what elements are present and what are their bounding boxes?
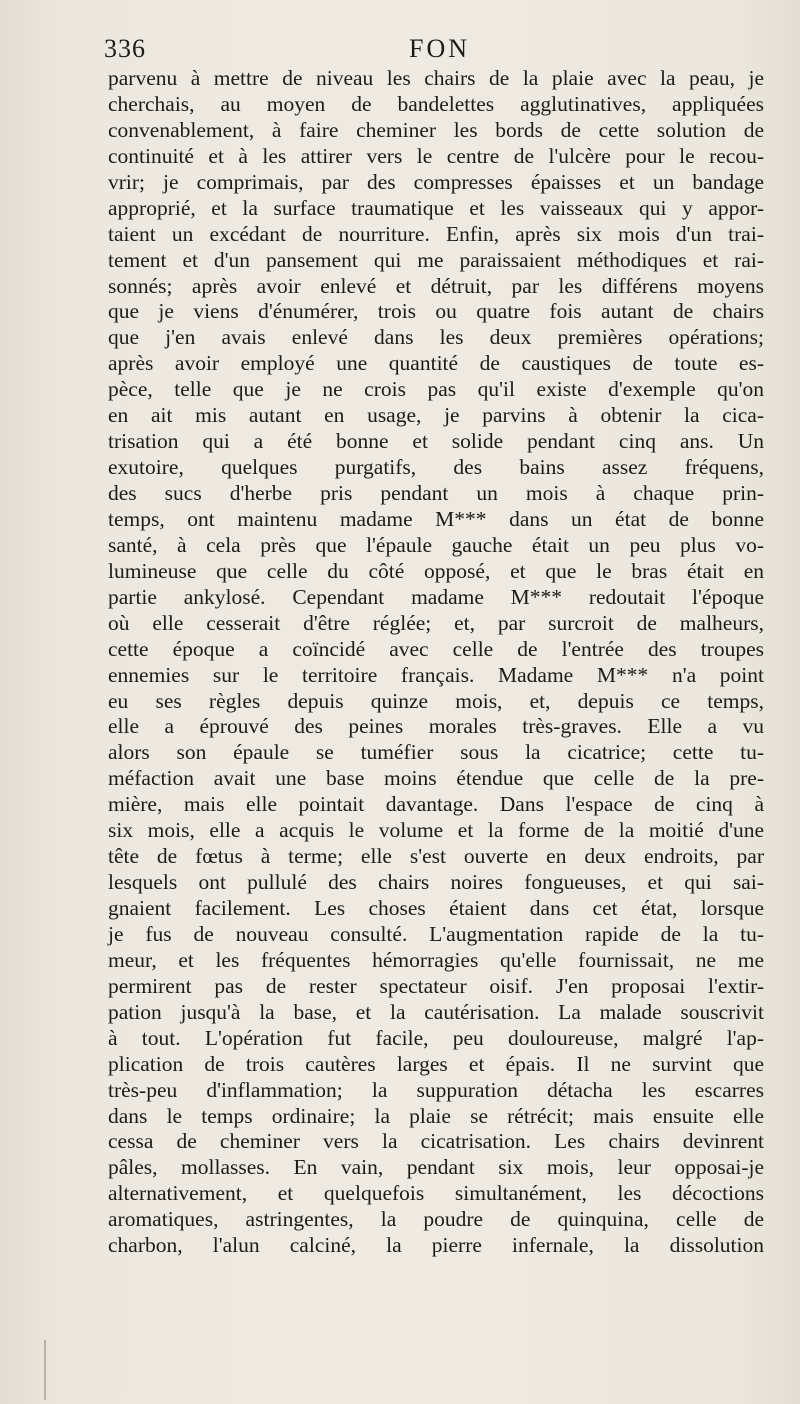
text-line: elle a éprouvé des peines morales très-graves. Elle a vu bbox=[108, 714, 764, 739]
text-line: mière, mais elle pointait davantage. Dans l'espace de cinq à bbox=[108, 792, 764, 817]
text-line: pâles, mollasses. En vain, pendant six mois, leur opposai-je bbox=[108, 1155, 764, 1180]
text-line: convenablement, à faire cheminer les bords de cette solution de bbox=[108, 117, 764, 142]
text-line: tête de fœtus à terme; elle s'est ouverte en deux endroits, par bbox=[108, 844, 764, 869]
text-line: exutoire, quelques purgatifs, des bains assez fréquens, bbox=[108, 455, 764, 480]
text-line: lesquels ont pullulé des chairs noires fongueuses, et qui sai- bbox=[108, 870, 764, 895]
running-head: FON bbox=[409, 34, 471, 63]
text-line: meur, et les fréquentes hémorragies qu'elle fournissait, ne me bbox=[108, 947, 764, 972]
text-line: aromatiques, astringentes, la poudre de quinquina, celle de bbox=[108, 1207, 764, 1232]
text-line: alors son épaule se tuméfier sous la cicatrice; cette tu- bbox=[108, 740, 764, 765]
text-line: méfaction avait une base moins étendue que celle de la pre- bbox=[108, 766, 764, 791]
text-line: pation jusqu'à la base, et la cautérisation. La malade souscrivit bbox=[108, 999, 764, 1024]
text-line: permirent pas de rester spectateur oisif. J'en proposai l'extir- bbox=[108, 973, 764, 998]
page-header bbox=[104, 34, 764, 66]
text-line: ennemies sur le territoire français. Madame M*** n'a point bbox=[108, 662, 764, 687]
text-line: taient un excédant de nourriture. Enfin, après six mois d'un trai- bbox=[108, 221, 764, 246]
text-line: parvenu à mettre de niveau les chairs de la plaie avec la peau, je bbox=[108, 66, 764, 90]
text-line: en ait mis autant en usage, je parvins à obtenir la cica- bbox=[108, 403, 764, 428]
text-line: partie ankylosé. Cependant madame M*** redoutait l'époque bbox=[108, 584, 764, 609]
text-line: trisation qui a été bonne et solide pendant cinq ans. Un bbox=[108, 429, 764, 454]
text-line: gnaient facilement. Les choses étaient dans cet état, lorsque bbox=[108, 896, 764, 920]
text-line: que j'en avais enlevé dans les deux premières opérations; bbox=[108, 325, 764, 350]
text-line: où elle cesserait d'être réglée; et, par surcroit de malheurs, bbox=[108, 610, 764, 635]
text-line: cherchais, au moyen de bandelettes agglutinatives, appliquées bbox=[108, 91, 764, 116]
text-line: santé, à cela près que l'épaule gauche était un peu plus vo- bbox=[108, 532, 764, 557]
text-line: que je viens d'énumérer, trois ou quatre fois autant de chairs bbox=[108, 299, 764, 324]
text-line: tement et d'un pansement qui me paraissaient méthodiques et rai- bbox=[108, 247, 764, 272]
text-line: très-peu d'inflammation; la suppuration détacha les escarres bbox=[108, 1077, 764, 1102]
text-line: à tout. L'opération fut facile, peu douloureuse, malgré l'ap- bbox=[108, 1025, 764, 1050]
text-line: charbon, l'alun calciné, la pierre infernale, la dissolution bbox=[108, 1233, 764, 1258]
text-line: approprié, et la surface traumatique et les vaisseaux qui y appor- bbox=[108, 195, 764, 220]
text-line: continuité et à les attirer vers le centre de l'ulcère pour le recou- bbox=[108, 143, 764, 168]
text-line: je fus de nouveau consulté. L'augmentation rapide de la tu- bbox=[108, 921, 764, 946]
text-line: six mois, elle a acquis le volume et la forme de la moitié d'une bbox=[108, 818, 764, 843]
text-line: alternativement, et quelquefois simultanément, les décoctions bbox=[108, 1181, 764, 1206]
text-line: dans le temps ordinaire; la plaie se rétrécit; mais ensuite elle bbox=[108, 1103, 764, 1128]
text-line: lumineuse que celle du côté opposé, et que le bras était en bbox=[108, 558, 764, 583]
body-text bbox=[108, 66, 764, 1259]
text-line: cessa de cheminer vers la cicatrisation. Les chairs devinrent bbox=[108, 1129, 764, 1154]
text-line: sonnés; après avoir enlevé et détruit, par les différens moyens bbox=[108, 273, 764, 298]
binding-shadow bbox=[44, 1340, 46, 1400]
text-line: temps, ont maintenu madame M*** dans un état de bonne bbox=[108, 506, 764, 531]
text-line: pèce, telle que je ne crois pas qu'il existe d'exemple qu'on bbox=[108, 377, 764, 402]
text-line: des sucs d'herbe pris pendant un mois à chaque prin- bbox=[108, 481, 764, 505]
text-line: plication de trois cautères larges et épais. Il ne survint que bbox=[108, 1051, 764, 1076]
page-number: 336 bbox=[104, 34, 146, 63]
text-line: eu ses règles depuis quinze mois, et, depuis ce temps, bbox=[108, 688, 764, 713]
text-line: cette époque a coïncidé avec celle de l'entrée des troupes bbox=[108, 636, 764, 661]
text-line: après avoir employé une quantité de caustiques de toute es- bbox=[108, 351, 764, 376]
text-line: vrir; je comprimais, par des compresses épaisses et un bandage bbox=[108, 169, 764, 194]
